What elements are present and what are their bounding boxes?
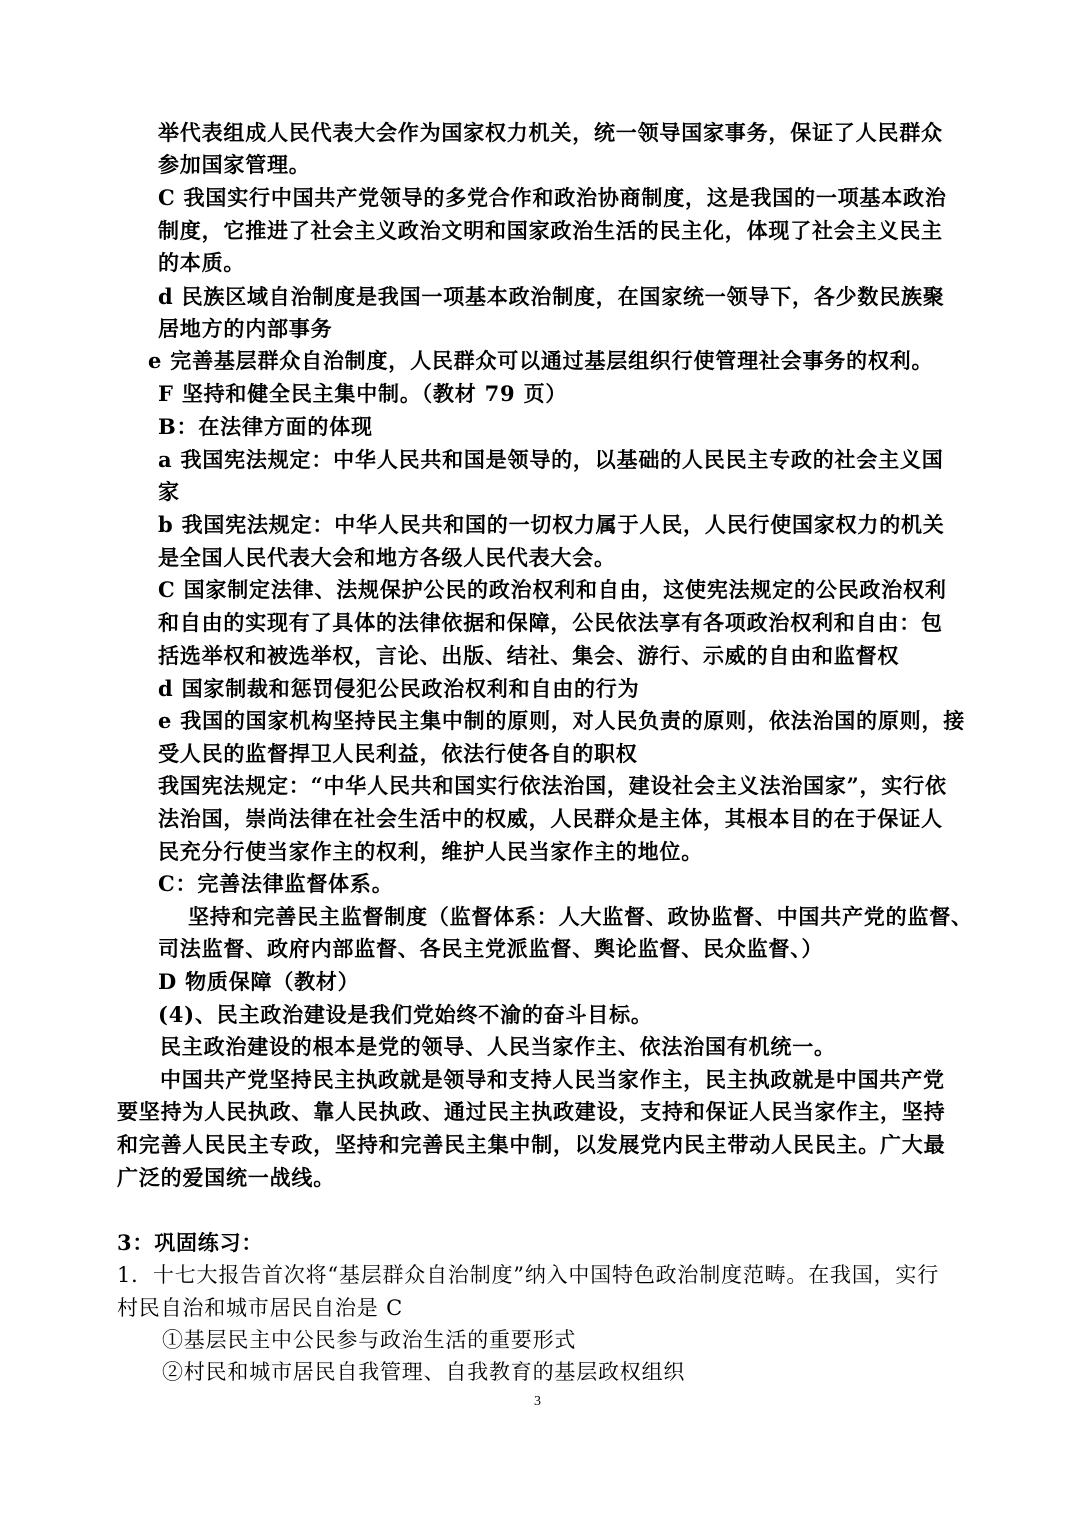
section-heading: (4)、民主政治建设是我们党始终不渝的奋斗目标。 (158, 1002, 653, 1027)
option-item: ①基层民主中公民参与政治生活的重要形式 (162, 1328, 577, 1352)
text-line: 居地方的内部事务 (158, 316, 333, 341)
text-line: 的本质。 (158, 250, 246, 275)
text-line: a 我国宪法规定：中华人民共和国是领导的，以基础的人民民主专政的社会主义国 (158, 447, 944, 472)
section-heading: B：在法律方面的体现 (158, 414, 373, 439)
question-text: 1．十七大报告首次将“基层群众自治制度”纳入中国特色政治制度范畴。在我国，实行 (117, 1263, 940, 1287)
section-heading: D 物质保障（教材） (158, 969, 360, 994)
text-line: C 我国实行中国共产党领导的多党合作和政治协商制度，这是我国的一项基本政治 (158, 185, 947, 210)
text-line: 和完善人民民主专政，坚持和完善民主集中制，以发展党内民主带动人民民主。广大最 (117, 1132, 946, 1157)
text-line: 是全国人民代表大会和地方各级人民代表大会。 (158, 545, 616, 570)
section-heading: 3：巩固练习： (117, 1230, 264, 1255)
text-line: e 完善基层群众自治制度，人民群众可以通过基层组织行使管理社会事务的权利。 (148, 348, 934, 373)
text-line: 括选举权和被选举权，言论、出版、结社、集会、游行、示威的自由和监督权 (158, 643, 900, 668)
text-line: e 我国的国家机构坚持民主集中制的原则，对人民负责的原则，依法治国的原则，接 (158, 708, 966, 733)
text-line: d 民族区域自治制度是我国一项基本政治制度，在国家统一领导下，各少数民族聚 (158, 284, 945, 309)
text-line: 参加国家管理。 (158, 152, 311, 177)
text-line: 制度，它推进了社会主义政治文明和国家政治生活的民主化，体现了社会主义民主 (158, 218, 943, 243)
text-line: d 国家制裁和惩罚侵犯公民政治权利和自由的行为 (158, 676, 640, 701)
text-line: b 我国宪法规定：中华人民共和国的一切权力属于人民，人民行使国家权力的机关 (158, 512, 945, 537)
text-line: 法治国，崇尚法律在社会生活中的权威，人民群众是主体，其根本目的在于保证人 (158, 806, 943, 831)
section-heading: C：完善法律监督体系。 (158, 871, 394, 896)
question-text: 村民自治和城市居民自治是 C (117, 1296, 403, 1320)
text-line: 要坚持为人民执政、靠人民执政、通过民主执政建设，支持和保证人民当家作主，坚持 (117, 1099, 946, 1124)
text-line: 广泛的爱国统一战线。 (117, 1165, 335, 1190)
text-line: 民主政治建设的根本是党的领导、人民当家作主、依法治国有机统一。 (160, 1034, 836, 1059)
text-line: 家 (158, 479, 180, 504)
text-line: 中国共产党坚持民主执政就是领导和支持人民当家作主，民主执政就是中国共产党 (160, 1067, 945, 1092)
text-line: 民充分行使当家作主的权利，维护人民当家作主的地位。 (158, 839, 703, 864)
page-number: 3 (534, 1394, 541, 1409)
option-item: ②村民和城市居民自我管理、自我教育的基层政权组织 (162, 1360, 686, 1384)
text-line: C 国家制定法律、法规保护公民的政治权利和自由，这使宪法规定的公民政治权利 (158, 577, 947, 602)
text-line: 我国宪法规定：“中华人民共和国实行依法治国，建设社会主义法治国家”，实行依 (158, 773, 947, 798)
text-line: 受人民的监督捍卫人民利益，依法行使各自的职权 (158, 741, 638, 766)
text-line: 司法监督、政府内部监督、各民主党派监督、舆论监督、民众监督、） (158, 936, 824, 961)
text-line: 坚持和完善民主监督制度（监督体系：人大监督、政协监督、中国共产党的监督、 (188, 904, 973, 929)
text-line: F 坚持和健全民主集中制。（教材 79 页） (158, 381, 568, 406)
text-line: 和自由的实现有了具体的法律依据和保障，公民依法享有各项政治权利和自由：包 (158, 610, 943, 635)
text-line: 举代表组成人民代表大会作为国家权力机关，统一领导国家事务，保证了人民群众 (158, 120, 943, 145)
